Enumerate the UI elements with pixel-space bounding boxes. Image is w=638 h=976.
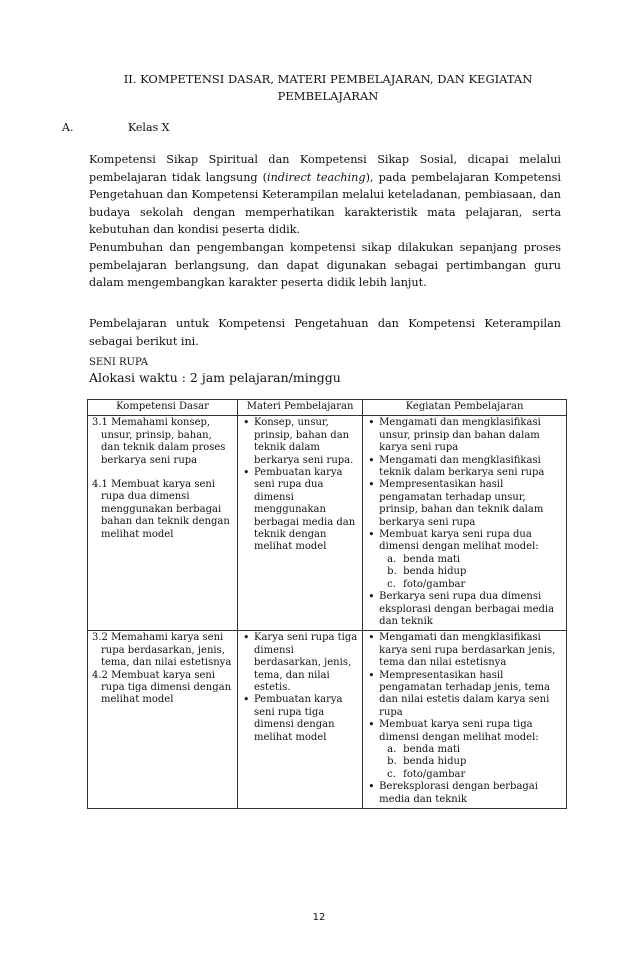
sub-item: a. benda mati (403, 554, 562, 566)
kegiatan-cell (363, 631, 567, 809)
header-materi: Materi Pembelajaran (238, 400, 363, 416)
competency-table (87, 399, 567, 809)
kegiatan-cell (363, 416, 567, 631)
materi-item: • Pembuatan karya seni rupa tiga dimensi dengan melihat model (254, 694, 358, 744)
section-letter: A. (62, 121, 74, 134)
kegiatan-item: • Berkarya seni rupa dua dimensi eksplorasi dengan berbagai media dan teknik (379, 591, 562, 628)
time-allocation: Alokasi waktu : 2 jam pelajaran/minggu (89, 370, 341, 385)
kegiatan-item-text: Membuat karya seni rupa tiga dimensi dengan melihat model: (379, 719, 539, 743)
kd-item: 3.2 Memahami karya seni rupa berdasarkan, jenis, tema, dan nilai estetisnya (92, 632, 232, 669)
sub-item: a. benda mati (403, 744, 562, 756)
subject-label: SENI RUPA (89, 357, 149, 368)
kegiatan-item: • Bereksplorasi dengan berbagai media dan teknik (379, 781, 562, 806)
section-title: Kelas X (128, 121, 170, 134)
header-kompetensi-dasar: Kompetensi Dasar (88, 400, 238, 416)
table-row (88, 631, 567, 809)
materi-cell (238, 631, 363, 809)
sub-item: b. benda hidup (403, 566, 562, 578)
sub-list (379, 744, 562, 781)
kd-item: 4.1 Membuat karya seni rupa dua dimensi menggunakan berbagai bahan dan teknik dengan melihat model (92, 479, 230, 540)
section-heading (0, 71, 638, 105)
sub-item: c. foto/gambar (403, 769, 562, 781)
sub-item: b. benda hidup (403, 756, 562, 768)
kegiatan-item: • Mengamati dan mengklasifikasi teknik dalam berkarya seni rupa (379, 455, 562, 480)
kegiatan-item-text: Membuat karya seni rupa dua dimensi dengan melihat model: (379, 529, 539, 553)
kegiatan-item (379, 529, 562, 591)
kegiatan-item: • Mempresentasikan hasil pengamatan terhadap unsur, prinsip, bahan dan teknik dalam berkarya seni rupa (379, 479, 562, 529)
paragraph-1-text-b: ), pada pembelajaran Kompetensi Pengetahuan dan Kompetensi Keterampilan melalui keteladanan, pembiasaan, dan budaya sekolah dengan memperhatikan karakteristik mata pelajaran, serta kebutuhan dan kondisi peserta didik. (89, 170, 562, 237)
paragraph-1 (89, 151, 561, 239)
kegiatan-item: • Mengamati dan mengklasifikasi karya seni rupa berdasarkan jenis, tema dan nilai estetisnya (379, 632, 562, 669)
materi-cell (238, 416, 363, 631)
sub-list (379, 554, 562, 591)
materi-item: • Konsep, unsur, prinsip, bahan dan teknik dalam berkarya seni rupa. (254, 417, 358, 467)
paragraph-1-italic: indirect teaching (267, 170, 366, 184)
kd-cell (88, 416, 238, 631)
kegiatan-item: • Mengamati dan mengklasifikasi unsur, prinsip dan bahan dalam karya seni rupa (379, 417, 562, 454)
kd-item: 3.1 Memahami konsep, unsur, prinsip, bahan, dan teknik dalam proses berkarya seni rupa (92, 417, 226, 466)
kegiatan-item: • Mempresentasikan hasil pengamatan terhadap jenis, tema dan nilai estetis dalam karya seni rupa (379, 670, 562, 720)
page-number: 12 (312, 912, 326, 923)
kd-item: 4.2 Membuat karya seni rupa tiga dimensi dengan melihat model (92, 669, 232, 706)
materi-item: • Karya seni rupa tiga dimensi berdasarkan, jenis, tema, dan nilai estetis. (254, 632, 358, 694)
paragraph-1-text-a: Kompetensi Sikap Spiritual dan Kompetensi Sikap Sosial, dicapai melalui pembelajaran tidak langsung ( (89, 153, 561, 184)
heading-line-1: II. KOMPETENSI DASAR, MATERI PEMBELAJARAN, DAN KEGIATAN (123, 72, 533, 86)
paragraph-3: Pembelajaran untuk Kompetensi Pengetahuan dan Kompetensi Keterampilan sebagai berikut ini. (89, 317, 561, 348)
kegiatan-item (379, 719, 562, 781)
materi-item: • Pembuatan karya seni rupa dua dimensi menggunakan berbagai media dan teknik dengan melihat model (254, 467, 358, 554)
table-row (88, 416, 567, 631)
header-kegiatan: Kegiatan Pembelajaran (363, 400, 567, 416)
sub-item: c. foto/gambar (403, 579, 562, 591)
table-header-row (88, 400, 567, 416)
paragraph-2: Penumbuhan dan pengembangan kompetensi sikap dilakukan sepanjang proses pembelajaran berlangsung, dan dapat digunakan sebagai pertimbangan guru dalam mengembangkan karakter peserta didik lebih lanjut. (89, 241, 561, 290)
heading-line-2: PEMBELAJARAN (277, 89, 379, 103)
kd-cell (88, 631, 238, 809)
